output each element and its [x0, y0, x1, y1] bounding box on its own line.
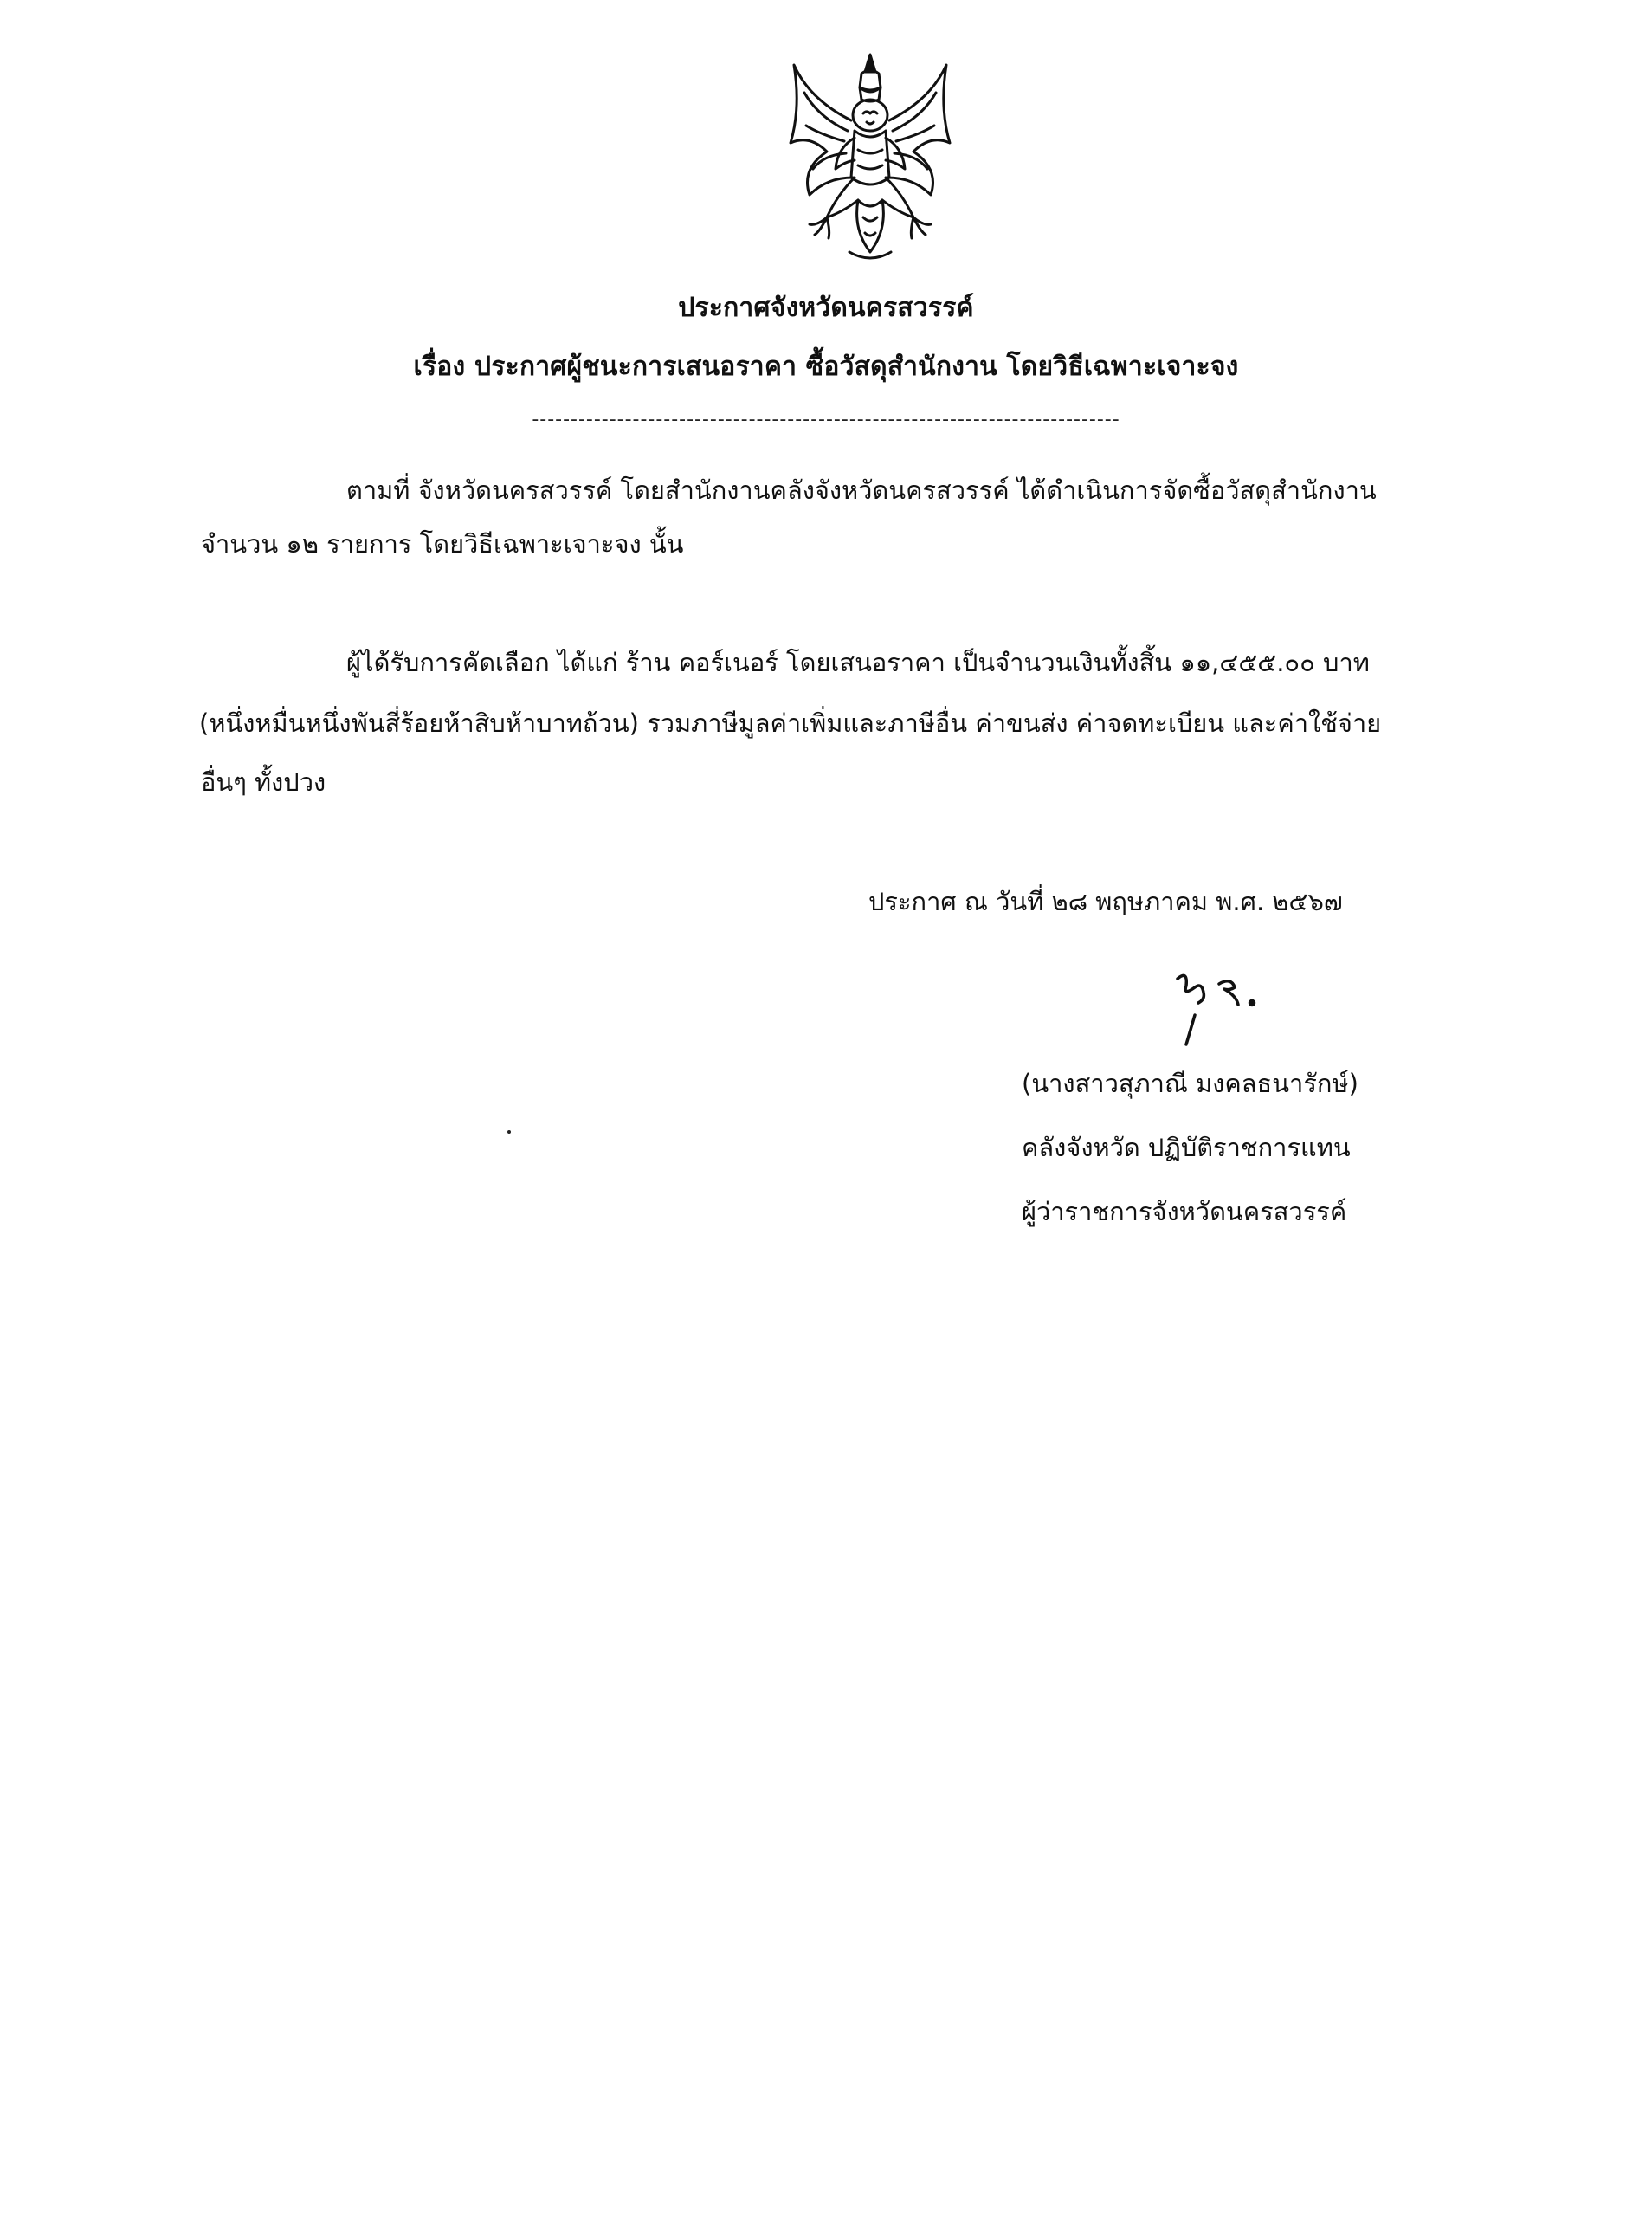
announcement-title: ประกาศจังหวัดนครสวรรค์ [678, 293, 974, 323]
announcement-subject: เรื่อง ประกาศผู้ชนะการเสนอราคา ซื้อวัสดุสำนักงาน โดยวิธีเฉพาะเจาะจง [413, 352, 1239, 382]
scan-speck [507, 1130, 511, 1134]
paragraph-2-line-3: อื่นๆ ทั้งปวง [201, 767, 326, 797]
title-divider: ---------------------------------------------------------------------------- [532, 409, 1120, 430]
garuda-emblem-icon [775, 48, 965, 273]
paragraph-2-line-2: (หนึ่งหมื่นหนึ่งพันสี่ร้อยห้าสิบห้าบาทถ้วน) รวมภาษีมูลค่าเพิ่มและภาษีอื่น ค่าขนส่ง ค่าจดทะเบียน และค่าใช้จ่าย [199, 708, 1382, 738]
signatory-position-1: คลังจังหวัด ปฏิบัติราชการแทน [1022, 1133, 1351, 1162]
paragraph-1-line-2: จำนวน ๑๒ รายการ โดยวิธีเฉพาะเจาะจง นั้น [201, 529, 684, 559]
announcement-date: ประกาศ ณ วันที่ ๒๘ พฤษภาคม พ.ศ. ๒๕๖๗ [868, 887, 1343, 916]
signatory-name: (นางสาวสุภาณี มงคลธนารักษ์) [1022, 1069, 1358, 1098]
paragraph-1-line-1: ตามที่ จังหวัดนครสวรรค์ โดยสำนักงานคลังจังหวัดนครสวรรค์ ได้ดำเนินการจัดซื้อวัสดุสำนักงาน [346, 475, 1377, 505]
signatory-position-2: ผู้ว่าราชการจังหวัดนครสวรรค์ [1022, 1197, 1347, 1226]
handwritten-signature-icon [1160, 961, 1281, 1065]
paragraph-2-line-1: ผู้ได้รับการคัดเลือก ได้แก่ ร้าน คอร์เนอร์ โดยเสนอราคา เป็นจำนวนเงินทั้งสิ้น ๑๑,๔๕๕.๐๐ บาท [346, 648, 1370, 677]
